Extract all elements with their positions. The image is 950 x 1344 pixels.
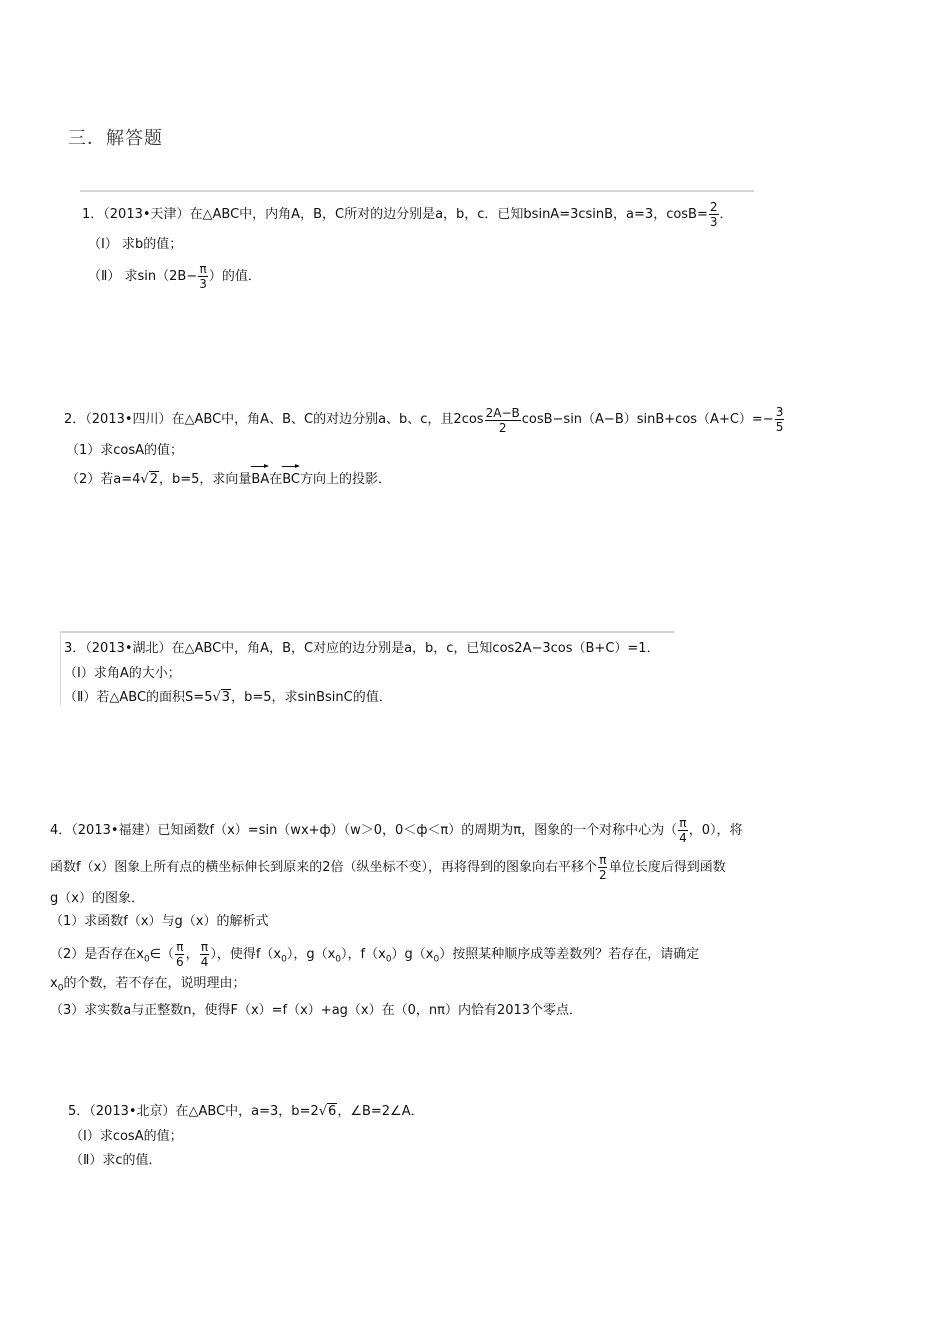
divider-q3	[60, 631, 674, 633]
q4-line2-end: 单位长度后得到函数	[608, 860, 726, 875]
q3-part2-text: （Ⅱ）若△ABC的面积S=5	[64, 690, 213, 705]
q1-part2-end: ）的值．	[208, 269, 261, 284]
q4-line1-end: ，0），将	[688, 823, 743, 838]
question-4-part-2	[50, 940, 699, 972]
q5-sqrt-radicand: 6	[328, 1104, 337, 1119]
q4-line2-den: 2	[599, 868, 607, 882]
question-5-stem: 5．（2013•北京）在△ABC中，a=3，b=2√6，∠B=2∠A．	[68, 1104, 424, 1119]
q2-frac-num: 3	[775, 405, 784, 419]
q2-exp-num: 2A−B	[485, 406, 520, 420]
question-5-part-1: （Ⅰ）求cosA的值；	[70, 1129, 183, 1144]
question-1-part-2	[88, 262, 261, 291]
q2-frac-den: 5	[775, 420, 784, 434]
q1-cosb-num: 2	[709, 200, 718, 214]
q4-part2-line2-text: 的个数，若不存在，说明理由；	[63, 976, 246, 991]
q1-part2-text: （Ⅱ） 求sin（2B−	[88, 269, 198, 284]
question-4-part-1: （1）求函数f（x）与g（x）的解析式	[50, 914, 269, 929]
q4-part2-text-7: ）按照某种顺序成等差数列？若存在，请确定	[439, 947, 700, 962]
q4-interval-right-fraction	[200, 940, 210, 969]
q4-line1-text: 4．（2013•福建）已知函数f（x）=sin（wx+ф）（w＞0，0＜ф＜π）的周期为π，图象的一个对称中心为（	[50, 823, 678, 838]
q4-sub-4: 0	[385, 954, 392, 965]
q4-center-fraction	[678, 816, 688, 845]
question-4-line-3: g（x）的图象．	[50, 891, 144, 906]
divider-q1	[80, 190, 754, 192]
q4-part2-text: （2）是否存在x	[50, 947, 144, 962]
divider-q3-left	[60, 631, 61, 705]
question-4-part-3: （3）求实数a与正整数n，使得F（x）=f（x）+ag（x）在（0，nπ）内恰有2013个零点．	[50, 1003, 583, 1018]
question-4-part-2-line-2	[50, 972, 245, 1001]
section-title: 三．解答题	[68, 128, 163, 149]
q4-interval-left-fraction	[175, 940, 185, 969]
q1-pi-den: 3	[199, 277, 207, 291]
q4-part2-text-4: ），g（x	[286, 947, 336, 962]
vector-bc: BC	[282, 464, 300, 492]
q1-pi-num: π	[199, 262, 207, 276]
q4-sub-1: 0	[143, 954, 150, 965]
vector-ba: BA	[251, 464, 269, 492]
q1-cosb-den: 3	[709, 215, 718, 229]
q4-frac1-den: 6	[176, 955, 184, 969]
question-4-line-2	[50, 853, 726, 882]
q4-frac2-num: π	[200, 940, 209, 954]
q2-stem-text-2: cosB−sin（A−B）sinB+cos（A+C）=−	[521, 412, 774, 427]
q5-stem-text-2: ，∠B=2∠A．	[337, 1104, 424, 1119]
question-2-part-1: （1）求cosA的值；	[66, 443, 184, 458]
question-1-part-1: （Ⅰ） 求b的值；	[88, 237, 183, 252]
q4-part2-text-6: ）g（x	[391, 947, 434, 962]
q4-sub-5: 0	[433, 954, 440, 965]
q4-part2-text-3: ），使得f（x	[210, 947, 282, 962]
q4-frac1-num: π	[176, 940, 184, 954]
q2-part2-text: （2）若a=4	[66, 472, 141, 487]
q2-sqrt-radicand: 2	[149, 472, 158, 487]
q2-exponent-fraction	[485, 406, 521, 435]
question-2-part-2: （2）若a=4√2，b=5，求向量BA在BC方向上的投影．	[66, 464, 391, 492]
q1-stem-text: 1．（2013•天津）在△ABC中，内角A，B，C所对的边分别是a，b，c．已知bsinA=3csinB，a=3，cosB=	[82, 207, 708, 222]
q1-cosb-fraction	[709, 200, 719, 229]
q4-line2-num: π	[599, 853, 607, 867]
q4-line2-text: 函数f（x）图象上所有点的横坐标伸长到原来的2倍（纵坐标不变），再将得到的图象向右平移个	[50, 860, 598, 875]
q4-sub-2: 0	[281, 954, 287, 965]
question-3-part-1: （Ⅰ）求角A的大小；	[64, 666, 181, 681]
q4-part2-text-5: ），f（x	[341, 947, 386, 962]
q4-shift-fraction	[598, 853, 608, 882]
q5-stem-text: 5．（2013•北京）在△ABC中，a=3，b=2	[68, 1104, 319, 1119]
question-3-part-2: （Ⅱ）若△ABC的面积S=5√3，b=5，求sinBsinC的值．	[64, 690, 392, 705]
question-4-line-1	[50, 816, 743, 845]
q4-part2-comma: ，	[185, 947, 199, 962]
question-1-stem	[82, 200, 733, 229]
q4-frac2-den: 4	[200, 955, 209, 969]
q4-line1-den: 4	[679, 831, 687, 845]
q4-part2-text-2: ∈（	[149, 947, 175, 962]
q4-part2-x: x	[50, 976, 58, 991]
q2-result-fraction	[775, 405, 785, 434]
q2-stem-text: 2．（2013•四川）在△ABC中，角A、B、C的对边分别a、b、c，且2cos	[64, 412, 484, 427]
question-3-stem: 3．（2013•湖北）在△ABC中，角A，B，C对应的边分别是a，b，c，已知cos2A−3cos（B+C）=1．	[64, 641, 660, 656]
q4-sub-6: 0	[57, 983, 64, 994]
q2-exp-den: 2	[498, 421, 507, 435]
question-5-part-2: （Ⅱ）求c的值．	[70, 1153, 162, 1168]
q1-pi-fraction	[198, 262, 208, 291]
q2-part2-text-2: ，b=5，求向量	[158, 472, 252, 487]
q4-sub-3: 0	[335, 954, 342, 965]
q1-stem-end: ．	[719, 207, 733, 222]
question-2-stem	[64, 405, 785, 435]
q4-line1-num: π	[679, 816, 687, 830]
q3-sqrt-radicand: 3	[221, 690, 231, 705]
q2-part2-text-3: 在	[269, 472, 283, 487]
q2-part2-text-4: 方向上的投影．	[300, 472, 392, 487]
q3-part2-text-2: ，b=5，求sinBsinC的值．	[231, 690, 392, 705]
